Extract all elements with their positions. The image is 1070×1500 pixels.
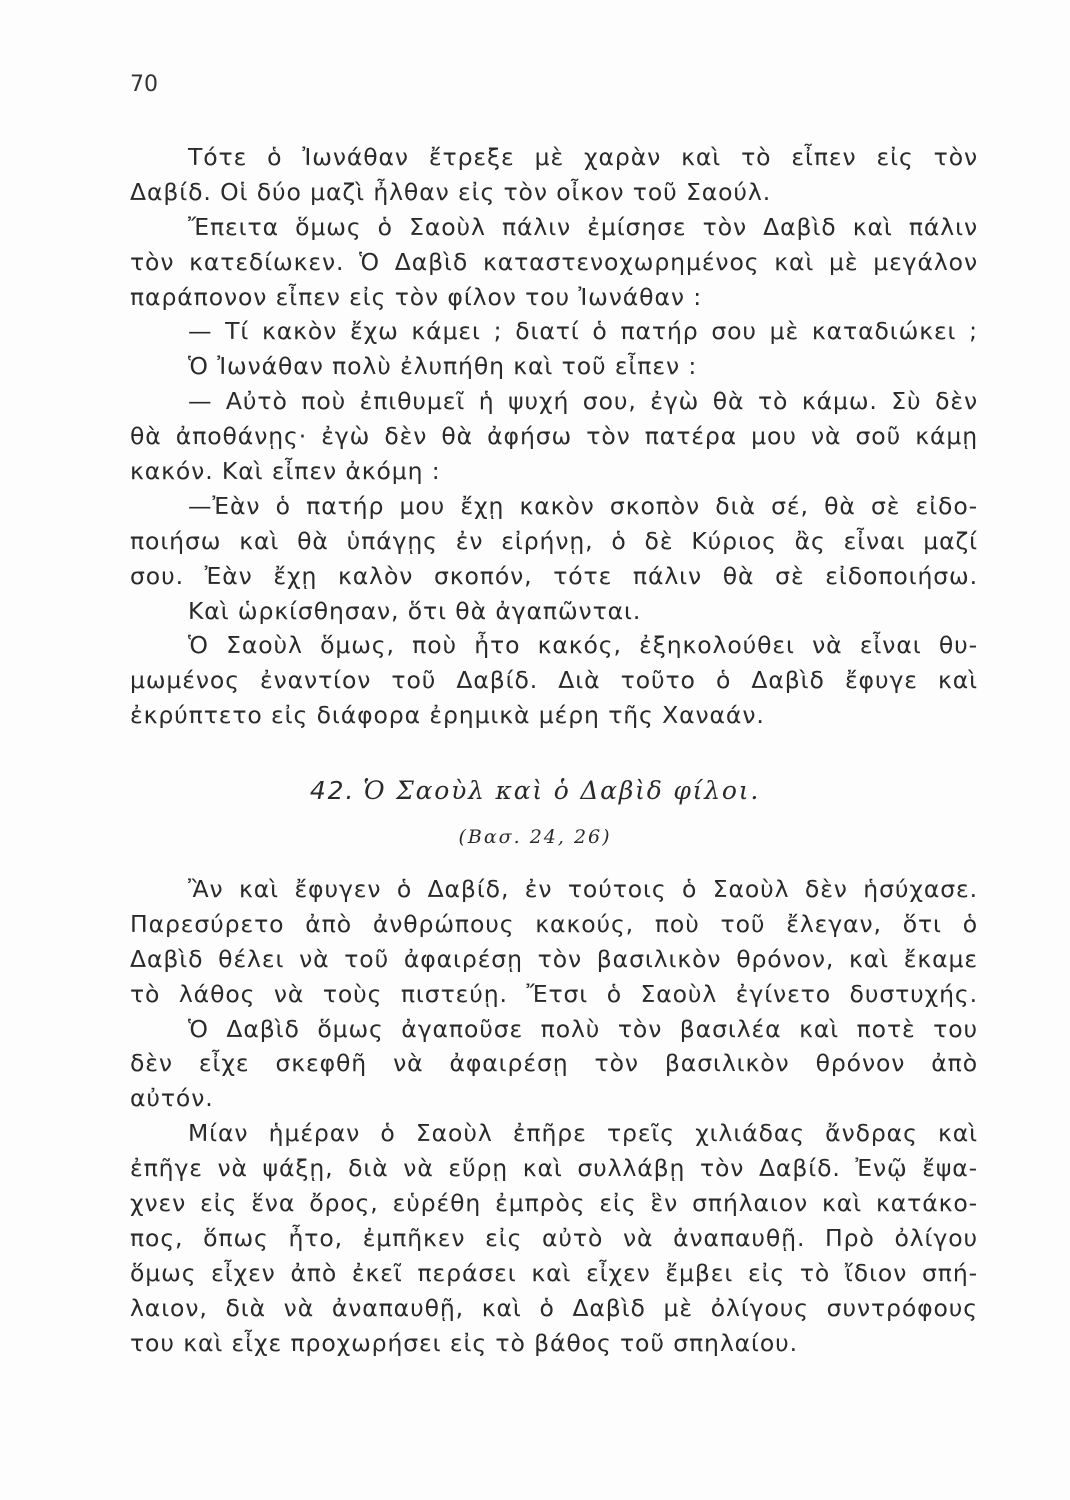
section-number: 42. (309, 776, 356, 805)
text-line: κακόν. Καὶ εἶπεν ἀκόμη : (130, 457, 441, 486)
text-line: ποιήσω καὶ θὰ ὑπάγῃς ἐν εἰρήνῃ, ὁ δὲ Κύριος ἂς εἶναι μαζί (130, 526, 978, 555)
page-number: 70 (130, 72, 158, 97)
text-line: σου. Ἐὰν ἔχῃ καλὸν σκοπόν, τότε πάλιν θὰ σὲ εἰδοποιήσω. (130, 561, 978, 590)
text-line: θὰ ἀποθάνῃς· ἐγὼ δὲν θὰ ἀφήσω τὸν πατέρα μου νὰ σοῦ κάμῃ (130, 422, 978, 451)
text-line: — Αὐτὸ ποὺ ἐπιθυμεῖ ἡ ψυχή σου, ἐγὼ θὰ τὸ κάμω. Σὺ δὲν (188, 387, 978, 416)
text-line: Καὶ ὡρκίσθησαν, ὅτι θὰ ἀγαπῶνται. (188, 596, 642, 625)
text-line: δὲν εἶχε σκεφθῆ νὰ ἀφαιρέσῃ τὸν βασιλικὸν θρόνον ἀπὸ (130, 1049, 978, 1078)
text-line: Δαβὶδ θέλει νὰ τοῦ ἀφαιρέσῃ τὸν βασιλικὸν θρόνον, καὶ ἔκαμε (130, 944, 978, 973)
text-line: Ἔπειτα ὅμως ὁ Σαοὺλ πάλιν ἐμίσησε τὸν Δαβὶδ καὶ πάλιν (188, 212, 978, 241)
text-line: χνεν εἰς ἕνα ὄρος, εὑρέθη ἐμπρὸς εἰς ἓν σπήλαιον καὶ κατάκο- (130, 1189, 978, 1218)
text-line: Ὁ Σαοὺλ ὅμως, ποὺ ἦτο κακός, ἐξηκολούθει νὰ εἶναι θυ- (188, 631, 978, 660)
text-block-1 (130, 140, 978, 733)
text-line: Μίαν ἡμέραν ὁ Σαοὺλ ἐπῆρε τρεῖς χιλιάδας ἄνδρας καὶ (188, 1119, 978, 1148)
text-line: του καὶ εἶχε προχωρήσει εἰς τὸ βάθος τοῦ σπηλαίου. (130, 1328, 799, 1357)
text-line: Τότε ὁ Ἰωνάθαν ἔτρεξε μὲ χαρὰν καὶ τὸ εἶπεν εἰς τὸν (188, 143, 978, 171)
text-line: Παρεσύρετο ἀπὸ ἀνθρώπους κακούς, ποὺ τοῦ ἔλεγαν, ὅτι ὁ (130, 909, 978, 938)
text-line: Ἂν καὶ ἔφυγεν ὁ Δαβίδ, ἐν τούτοις ὁ Σαοὺλ δὲν ἡσύχασε. (188, 875, 978, 903)
text-line: Ὁ Δαβὶδ ὅμως ἀγαποῦσε πολὺ τὸν βασιλέα καὶ ποτὲ του (188, 1014, 978, 1043)
text-line: αὐτόν. (130, 1084, 214, 1113)
text-line: λαιον, διὰ νὰ ἀναπαυθῇ, καὶ ὁ Δαβὶδ μὲ ὀλίγους συντρόφους (130, 1293, 978, 1322)
section-reference: (Βασ. 24, 26) (458, 826, 612, 848)
text-line: τὸ λάθος νὰ τοὺς πιστεύῃ. Ἔτσι ὁ Σαοὺλ ἐγίνετο δυστυχής. (130, 979, 978, 1008)
text-line: παράπονον εἶπεν εἰς τὸν φίλον του Ἰωνάθαν : (130, 282, 703, 311)
text-line: ἐπῆγε νὰ ψάξῃ, διὰ νὰ εὕρῃ καὶ συλλάβῃ τὸν Δαβίδ. Ἐνῷ ἔψα- (130, 1154, 978, 1183)
text-line: τὸν κατεδίωκεν. Ὁ Δαβὶδ καταστενοχωρημένος καὶ μὲ μεγάλον (130, 247, 978, 276)
section-title: Ὁ Σαοὺλ καὶ ὁ Δαβὶδ φίλοι. (363, 776, 761, 805)
text-line: Ὁ Ἰωνάθαν πολὺ ἐλυπήθη καὶ τοῦ εἶπεν : (188, 352, 698, 381)
text-line: ἐκρύπτετο εἰς διάφορα ἐρημικὰ μέρη τῆς Χαναάν. (130, 701, 765, 730)
text-line: ὅμως εἶχεν ἀπὸ ἐκεῖ περάσει καὶ εἶχεν ἔμβει εἰς τὸ ἴδιον σπή- (130, 1258, 978, 1287)
text-line: — Τί κακὸν ἔχω κάμει ; διατί ὁ πατήρ σου μὲ καταδιώκει ; (188, 317, 978, 346)
text-line: πος, ὅπως ἦτο, ἐμπῆκεν εἰς αὐτὸ νὰ ἀναπαυθῇ. Πρὸ ὀλίγου (130, 1223, 978, 1252)
text-line: Δαβίδ. Οἱ δύο μαζὶ ἦλθαν εἰς τὸν οἶκον τοῦ Σαούλ. (130, 177, 772, 206)
text-line: —Ἐὰν ὁ πατήρ μου ἔχῃ κακὸν σκοπὸν διὰ σέ, θὰ σὲ εἰδο- (188, 491, 978, 520)
text-block-2 (130, 872, 978, 1360)
text-line: μωμένος ἐναντίον τοῦ Δαβίδ. Διὰ τοῦτο ὁ Δαβὶδ ἔφυγε καὶ (130, 666, 978, 695)
section-heading (0, 776, 1070, 805)
